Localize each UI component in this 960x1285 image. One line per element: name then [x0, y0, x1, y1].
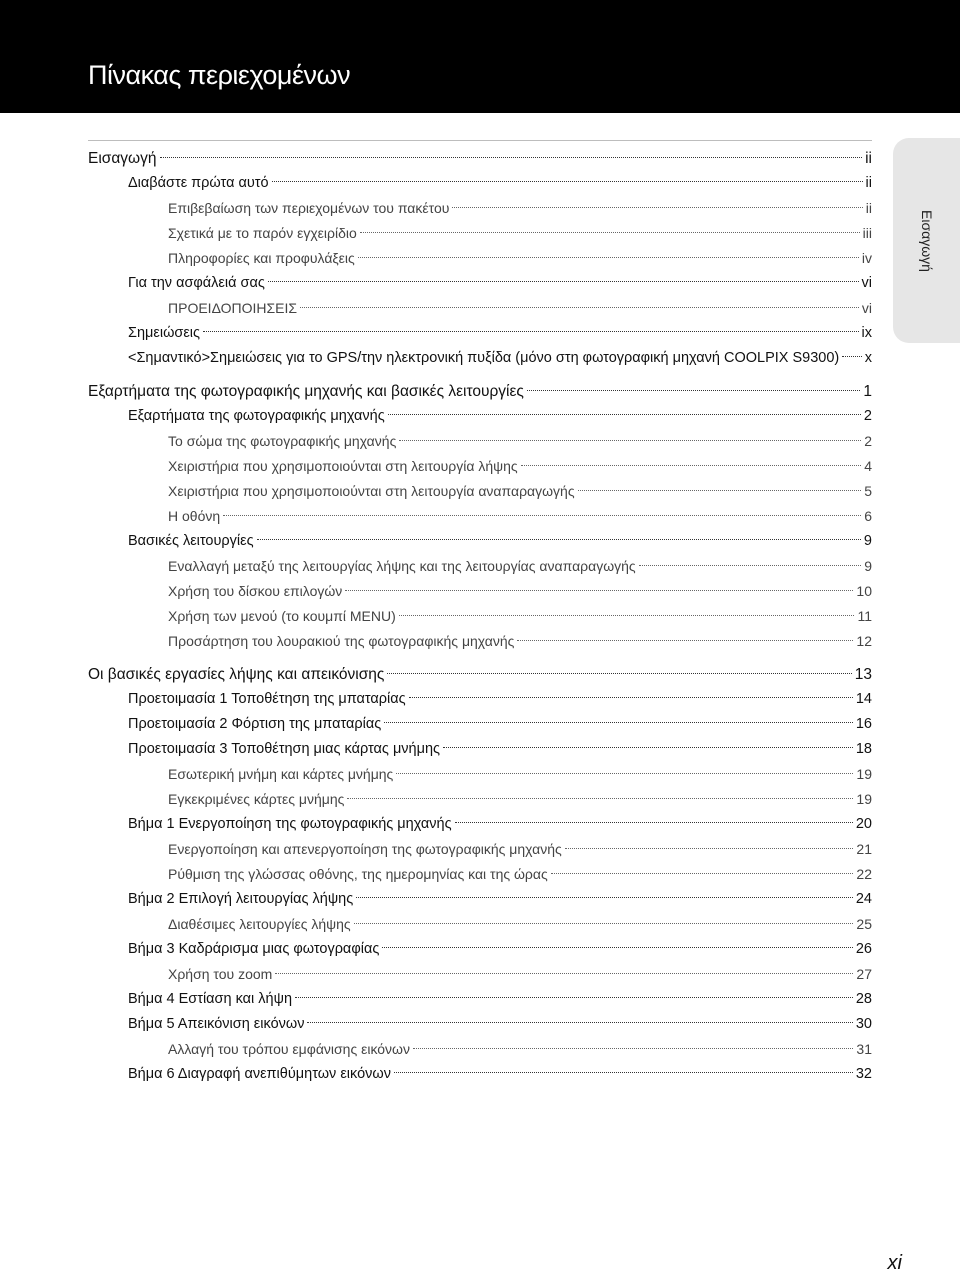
toc-entry-title: Χειριστήρια που χρησιμοποιούνται στη λειτουργία αναπαραγωγής	[168, 483, 575, 499]
toc-entry-title: Η οθόνη	[168, 508, 221, 524]
toc-entry[interactable]	[88, 454, 872, 479]
toc-entry[interactable]	[88, 504, 872, 529]
toc-entry[interactable]	[88, 529, 872, 554]
toc-entry-page: 4	[864, 458, 872, 474]
dot-leader	[413, 1048, 853, 1049]
dot-leader	[842, 356, 862, 357]
toc-entry[interactable]	[88, 837, 872, 862]
dot-leader	[455, 822, 853, 823]
toc-entry[interactable]	[88, 887, 872, 912]
dot-leader	[409, 697, 853, 698]
toc-entry-page: 31	[856, 1041, 872, 1057]
toc-entry-title: Χειριστήρια που χρησιμοποιούνται στη λειτουργία λήψης	[168, 458, 518, 474]
toc-entry-title: Προετοιμασία 2 Φόρτιση της μπαταρίας	[128, 716, 382, 732]
toc-entry-title: Ενεργοποίηση και απενεργοποίηση της φωτογραφικής μηχανής	[168, 841, 562, 857]
toc-entry-page: 9	[864, 558, 872, 574]
toc-entry[interactable]	[88, 912, 872, 937]
dot-leader	[223, 515, 861, 516]
dot-leader	[358, 257, 859, 258]
toc-entry-title: Προσάρτηση του λουρακιού της φωτογραφικής μηχανής	[168, 633, 515, 649]
dot-leader	[639, 565, 862, 566]
dot-leader	[399, 440, 861, 441]
toc-entry-page: ii	[865, 150, 872, 167]
toc-entry[interactable]	[88, 346, 872, 371]
section-gap	[88, 654, 872, 662]
toc-entry-page: 5	[864, 483, 872, 499]
dot-leader	[517, 640, 853, 641]
dot-leader	[527, 390, 861, 391]
toc-entry-title: Διαθέσιμες λειτουργίες λήψης	[168, 916, 351, 932]
dot-leader	[295, 997, 853, 998]
toc-entry-title: Εισαγωγή	[88, 150, 157, 167]
dot-leader	[452, 207, 862, 208]
header-bar	[0, 0, 960, 113]
toc-entry[interactable]	[88, 862, 872, 887]
dot-leader	[354, 923, 854, 924]
toc-entry-title: Χρήση των μενού (το κουμπί MENU)	[168, 608, 396, 624]
dot-leader	[360, 232, 860, 233]
divider	[88, 140, 872, 141]
toc-entry-title: Εγκεκριμένες κάρτες μνήμης	[168, 791, 345, 807]
toc-entry-page: 26	[855, 941, 872, 957]
toc-entry-title: Βήμα 5 Απεικόνιση εικόνων	[128, 1016, 305, 1032]
toc-entry[interactable]	[88, 429, 872, 454]
dot-leader	[521, 465, 862, 466]
toc-entry-page: 20	[855, 816, 872, 832]
toc-entry[interactable]	[88, 687, 872, 712]
toc-entry[interactable]	[88, 962, 872, 987]
dot-leader	[160, 157, 863, 158]
toc-entry-page: 14	[855, 691, 872, 707]
page-title: Πίνακας περιεχομένων	[88, 60, 351, 90]
side-tab[interactable]	[893, 138, 960, 343]
toc-entry-title: Επιβεβαίωση των περιεχομένων του πακέτου	[168, 200, 450, 216]
toc-entry-title: Εσωτερική μνήμη και κάρτες μνήμης	[168, 766, 394, 782]
toc-entry-page: 19	[856, 791, 872, 807]
toc-entry[interactable]	[88, 221, 872, 246]
dot-leader	[443, 747, 853, 748]
toc-entry-page: 18	[855, 741, 872, 757]
section-gap	[88, 371, 872, 379]
toc-entry-page: x	[864, 350, 872, 366]
toc-entry-title: Προετοιμασία 1 Τοποθέτηση της μπαταρίας	[128, 691, 406, 707]
toc-entry-page: ii	[865, 200, 872, 216]
toc-entry[interactable]	[88, 271, 872, 296]
toc-entry-page: 9	[863, 533, 872, 549]
toc-entry-page: 27	[856, 966, 872, 982]
toc-entry[interactable]	[88, 629, 872, 654]
toc-entry-title: Ρύθμιση της γλώσσας οθόνης, της ημερομηνίας και της ώρας	[168, 866, 548, 882]
toc-entry-title: Αλλαγή του τρόπου εμφάνισης εικόνων	[168, 1041, 410, 1057]
dot-leader	[396, 773, 853, 774]
toc-entry[interactable]	[88, 1037, 872, 1062]
toc-entry-page: 25	[856, 916, 872, 932]
dot-leader	[399, 615, 855, 616]
dot-leader	[272, 181, 863, 182]
dot-leader	[300, 307, 859, 308]
toc-entry[interactable]	[88, 1062, 872, 1087]
toc-entry[interactable]	[88, 246, 872, 271]
toc-entry-page: 32	[855, 1066, 872, 1082]
toc-entry[interactable]	[88, 762, 872, 787]
dot-leader	[551, 873, 854, 874]
toc-entry-title: Βήμα 6 Διαγραφή ανεπιθύμητων εικόνων	[128, 1066, 391, 1082]
page-number: xi	[887, 1252, 902, 1274]
toc-entry-page: ii	[865, 175, 872, 191]
dot-leader	[384, 722, 853, 723]
toc-entry-page: ix	[861, 325, 872, 341]
toc-entry[interactable]	[88, 554, 872, 579]
toc-entry-title: Το σώμα της φωτογραφικής μηχανής	[168, 433, 397, 449]
toc-entry-title: Χρήση του δίσκου επιλογών	[168, 583, 343, 599]
dot-leader	[356, 897, 853, 898]
toc-entry[interactable]	[88, 479, 872, 504]
toc-entry[interactable]	[88, 579, 872, 604]
toc-entry-page: 19	[856, 766, 872, 782]
toc-entry[interactable]	[88, 379, 872, 404]
toc-entry[interactable]	[88, 737, 872, 762]
dot-leader	[347, 798, 853, 799]
toc-entry[interactable]	[88, 987, 872, 1012]
toc-entry[interactable]	[88, 171, 872, 196]
dot-leader	[388, 414, 861, 415]
toc-entry-page: iii	[862, 225, 872, 241]
toc-entry[interactable]	[88, 787, 872, 812]
toc-entry-page: vi	[861, 300, 872, 316]
side-tab-label: Εισαγωγή	[918, 209, 935, 272]
toc-entry[interactable]	[88, 662, 872, 687]
toc-entry[interactable]	[88, 812, 872, 837]
toc-entry[interactable]	[88, 937, 872, 962]
toc-entry-page: 22	[856, 866, 872, 882]
toc-entry-title: <Σημαντικό>Σημειώσεις για το GPS/την ηλεκτρονική πυξίδα (μόνο στη φωτογραφική μηχανή COOLPIX S9300)	[128, 350, 840, 366]
toc-entry[interactable]	[88, 321, 872, 346]
toc-entry-title: Σχετικά με το παρόν εγχειρίδιο	[168, 225, 357, 241]
dot-leader	[387, 673, 851, 674]
dot-leader	[394, 1072, 853, 1073]
toc-entry-page: 2	[864, 433, 872, 449]
toc-entry-page: 28	[855, 991, 872, 1007]
toc-entry-page: vi	[861, 275, 872, 291]
dot-leader	[257, 539, 861, 540]
toc-entry-page: 13	[854, 666, 872, 683]
toc-entry[interactable]	[88, 296, 872, 321]
toc-entry-title: Εναλλαγή μεταξύ της λειτουργίας λήψης και της λειτουργίας αναπαραγωγής	[168, 558, 636, 574]
toc-entry-title: Πληροφορίες και προφυλάξεις	[168, 250, 355, 266]
toc-entry-page: 1	[863, 383, 872, 400]
dot-leader	[203, 331, 859, 332]
toc-entry-page: 16	[855, 716, 872, 732]
toc-entry[interactable]	[88, 1012, 872, 1037]
toc-entry-title: ΠΡΟΕΙΔΟΠΟΙΗΣΕΙΣ	[168, 300, 298, 316]
toc-entry-title: Οι βασικές εργασίες λήψης και απεικόνισης	[88, 666, 385, 683]
toc-entry-page: 11	[857, 608, 872, 624]
dot-leader	[565, 848, 854, 849]
toc-entry-title: Βήμα 2 Επιλογή λειτουργίας λήψης	[128, 891, 354, 907]
toc-entry[interactable]	[88, 196, 872, 221]
dot-leader	[382, 947, 853, 948]
toc-entry[interactable]	[88, 146, 872, 171]
dot-leader	[275, 973, 853, 974]
dot-leader	[345, 590, 853, 591]
toc-entry-page: 30	[855, 1016, 872, 1032]
toc-entry[interactable]	[88, 712, 872, 737]
toc-entry-title: Διαβάστε πρώτα αυτό	[128, 175, 269, 191]
dot-leader	[268, 281, 859, 282]
toc-entry-title: Βήμα 3 Καδράρισμα μιας φωτογραφίας	[128, 941, 380, 957]
toc-entry-title: Για την ασφάλειά σας	[128, 275, 265, 291]
toc-entry-title: Εξαρτήματα της φωτογραφικής μηχανής και βασικές λειτουργίες	[88, 383, 524, 400]
toc-entry-page: 24	[855, 891, 872, 907]
dot-leader	[307, 1022, 852, 1023]
toc-entry-title: Βήμα 1 Ενεργοποίηση της φωτογραφικής μηχανής	[128, 816, 452, 832]
table-of-contents	[88, 146, 872, 1087]
toc-entry-title: Σημειώσεις	[128, 325, 201, 341]
toc-entry-page: 2	[863, 408, 872, 424]
toc-entry-page: 12	[856, 633, 872, 649]
toc-entry-title: Βασικές λειτουργίες	[128, 533, 254, 549]
toc-entry-title: Εξαρτήματα της φωτογραφικής μηχανής	[128, 408, 385, 424]
toc-entry-page: 21	[856, 841, 872, 857]
toc-entry-page: 10	[856, 583, 872, 599]
toc-entry-title: Βήμα 4 Εστίαση και λήψη	[128, 991, 293, 1007]
toc-entry-title: Χρήση του zoom	[168, 966, 273, 982]
toc-entry-page: 6	[864, 508, 872, 524]
toc-entry[interactable]	[88, 404, 872, 429]
toc-entry-page: iv	[861, 250, 872, 266]
toc-entry[interactable]	[88, 604, 872, 629]
dot-leader	[578, 490, 862, 491]
toc-entry-title: Προετοιμασία 3 Τοποθέτηση μιας κάρτας μνήμης	[128, 741, 441, 757]
